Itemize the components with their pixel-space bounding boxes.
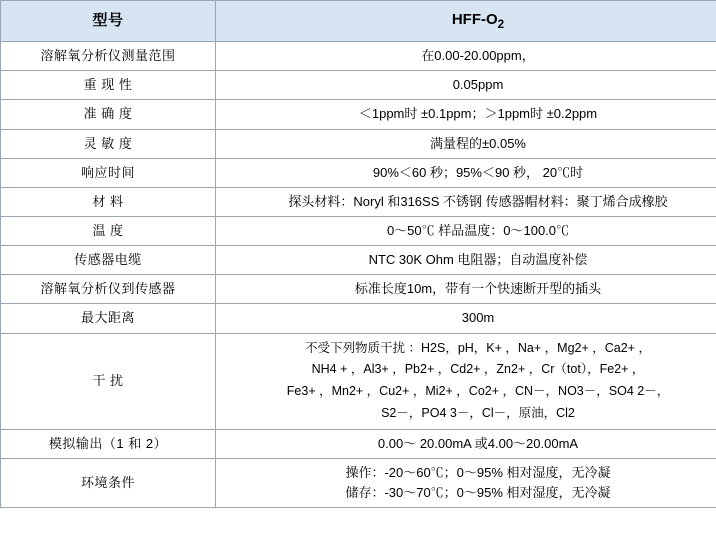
row-value: 90%＜60 秒；95%＜90 秒， 20℃时 [216,158,716,187]
table-row [1,246,716,275]
row-label: 干 扰 [1,333,216,430]
row-value-line: 储存：-30～70℃；0～95% 相对湿度，无冷凝 [345,485,611,501]
table-row [1,100,716,129]
row-label: 最大距离 [1,304,216,333]
table-row [1,459,716,508]
table-row [1,333,716,430]
table-row [1,71,716,100]
row-value: 300m [216,304,716,333]
row-label: 材 料 [1,187,216,216]
table-row [1,304,716,333]
row-value: 0.05ppm [216,71,716,100]
table-body [1,1,716,508]
table-row [1,430,716,459]
row-value: 探头材料：Noryl 和316SS 不锈钢 传感器帽材料：聚丁烯合成橡胶 [216,187,716,216]
row-value: 满量程的±0.05% [216,129,716,158]
row-value: NTC 30K Ohm 电阻器；自动温度补偿 [216,246,716,275]
model-subscript: 2 [497,18,505,31]
row-label: 模拟输出（1 和 2） [1,430,216,459]
table-row [1,216,716,245]
row-label: 响应时间 [1,158,216,187]
row-label: 重 现 性 [1,71,216,100]
row-value: 0.00～ 20.00mA 或4.00～20.00mA [216,430,716,459]
row-value: 在0.00-20.00ppm， [216,42,716,71]
row-value: 标准长度10m，带有一个快速断开型的插头 [216,275,716,304]
table-row [1,42,716,71]
row-label: 灵 敏 度 [1,129,216,158]
table-row [1,275,716,304]
row-label: 准 确 度 [1,100,216,129]
row-value: ＜1ppm时 ±0.1ppm；＞1ppm时 ±0.2ppm [216,100,716,129]
row-value-line: NH4 + ，Al3+ ，Pb2+ ，Cd2+ ，Zn2+ ，Cr（tot），Fe2+ ， [311,362,645,377]
row-value [216,459,716,508]
row-label: 传感器电缆 [1,246,216,275]
table-row [1,187,716,216]
row-value-line: Fe3+ ，Mn2+ ，Cu2+ ，Mi2+ ，Co2+ ，CN－，NO3－，SO4 2－， [286,384,670,399]
table-row [1,129,716,158]
row-value-line: 操作：-20～60℃；0～95% 相对湿度，无冷凝 [345,465,611,481]
table-row [1,158,716,187]
row-value-line: 不受下列物质干扰 ：H2S，pH，K+ ，Na+ ，Mg2+ ，Ca2+ ， [305,340,651,355]
row-value-line: S2－，PO4 3－，Cl－，原油，Cl2 [381,406,575,421]
row-value: 0～50℃ 样品温度：0～100.0℃ [216,216,716,245]
header-label-cell: 型号 [1,1,216,42]
row-label: 溶解氧分析仪测量范围 [1,42,216,71]
table-header-row [1,1,716,42]
row-label: 溶解氧分析仪到传感器 [1,275,216,304]
model-name: HFF-O [451,11,498,28]
row-value [216,333,716,430]
header-value-cell [216,1,716,42]
row-label: 环境条件 [1,459,216,508]
row-label: 温 度 [1,216,216,245]
